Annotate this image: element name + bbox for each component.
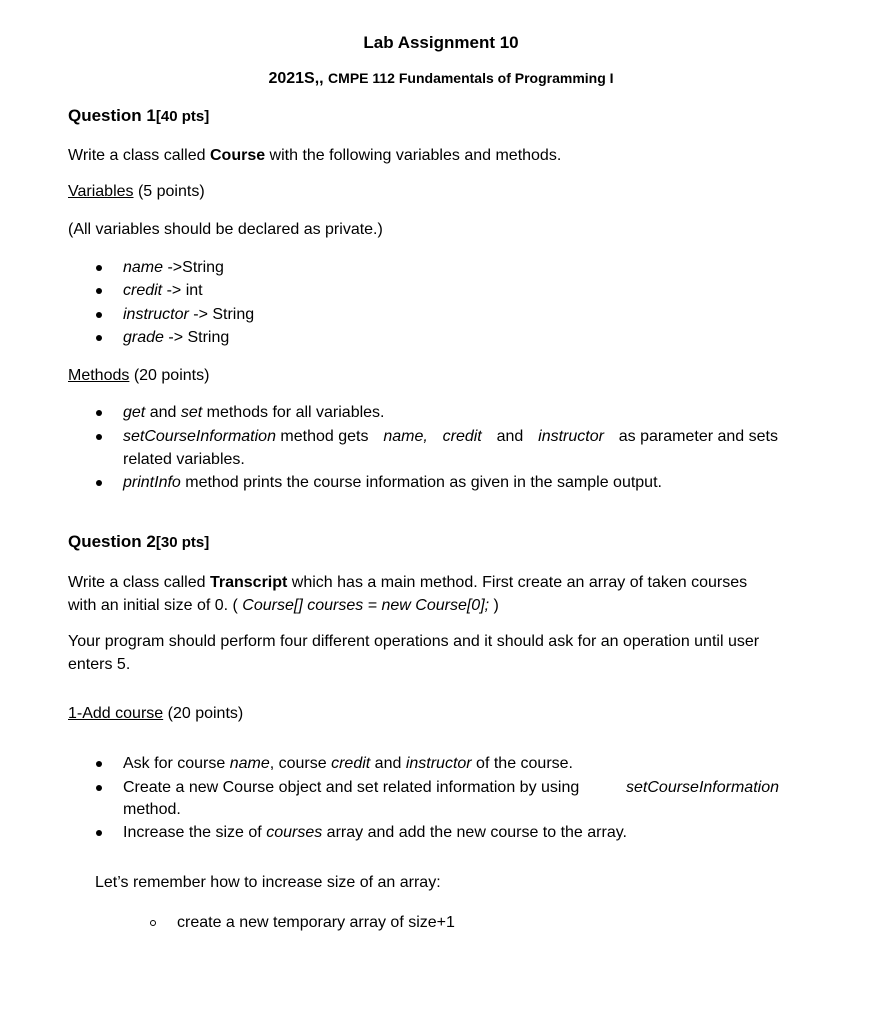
list-item: grade -> String: [123, 329, 230, 346]
sub-list-item: create a new temporary array of size+1: [177, 914, 455, 931]
bullet-icon: [96, 434, 102, 440]
question-2-label: Question 2: [68, 532, 156, 551]
list-item: printInfo method prints the course information as given in the sample output.: [123, 474, 662, 491]
list-item: get and set methods for all variables.: [123, 404, 385, 421]
bullet-icon: [96, 410, 102, 416]
list-item: Ask for course name, course credit and instructor of the course.: [123, 755, 573, 772]
course-subtitle: [0, 68, 882, 89]
list-item: Create a new Course object and set related information by using setCourseInformation: [123, 779, 779, 796]
q2-intro-line-2: with an initial size of 0. ( Course[] courses = new Course[0]; ): [68, 597, 499, 614]
q1-intro: Write a class called Course with the following variables and methods.: [68, 147, 562, 164]
bullet-icon: [96, 265, 102, 271]
bullet-icon: [96, 288, 102, 294]
question-2-heading: [68, 532, 209, 553]
term-text: 2021S,,: [268, 70, 324, 87]
course-text: CMPE 112 Fundamentals of Programming I: [328, 70, 614, 86]
list-item: instructor -> String: [123, 306, 255, 323]
bullet-icon: [96, 312, 102, 318]
code-snippet: Course[] courses = new Course[0];: [242, 597, 490, 614]
q2-intro-line-1: Write a class called Transcript which has a main method. First create an array of taken courses: [68, 574, 748, 591]
bullet-icon: [96, 335, 102, 341]
bullet-icon: [96, 480, 102, 486]
bullet-icon: [96, 830, 102, 836]
variables-heading: Variables (5 points): [68, 183, 205, 200]
add-course-heading: 1-Add course (20 points): [68, 705, 244, 722]
circle-bullet-icon: [150, 920, 156, 926]
private-note: (All variables should be declared as private.): [68, 221, 383, 238]
question-1-points: [40 pts]: [155, 108, 210, 125]
operations-line-1: Your program should perform four different operations and it should ask for an operation until user: [68, 633, 760, 650]
title-text: Lab Assignment 10: [363, 33, 519, 52]
list-item: credit -> int: [123, 282, 203, 299]
class-name-course: Course: [209, 147, 266, 164]
list-item: name ->String: [123, 259, 224, 276]
list-item-continuation: method.: [123, 801, 181, 818]
page-title: [0, 33, 882, 53]
remember-note: Let’s remember how to increase size of an array:: [95, 874, 441, 891]
operations-line-2: enters 5.: [68, 656, 131, 673]
question-1-heading: [68, 106, 209, 127]
class-name-transcript: Transcript: [209, 574, 288, 591]
list-item-continuation: related variables.: [123, 451, 245, 468]
question-1-label: Question 1: [68, 106, 156, 125]
methods-heading: Methods (20 points): [68, 367, 210, 384]
list-item: Increase the size of courses array and add the new course to the array.: [123, 824, 627, 841]
bullet-icon: [96, 761, 102, 767]
bullet-icon: [96, 785, 102, 791]
question-2-points: [30 pts]: [155, 534, 210, 551]
list-item: setCourseInformation method gets name, credit and instructor as parameter and sets: [123, 428, 778, 445]
